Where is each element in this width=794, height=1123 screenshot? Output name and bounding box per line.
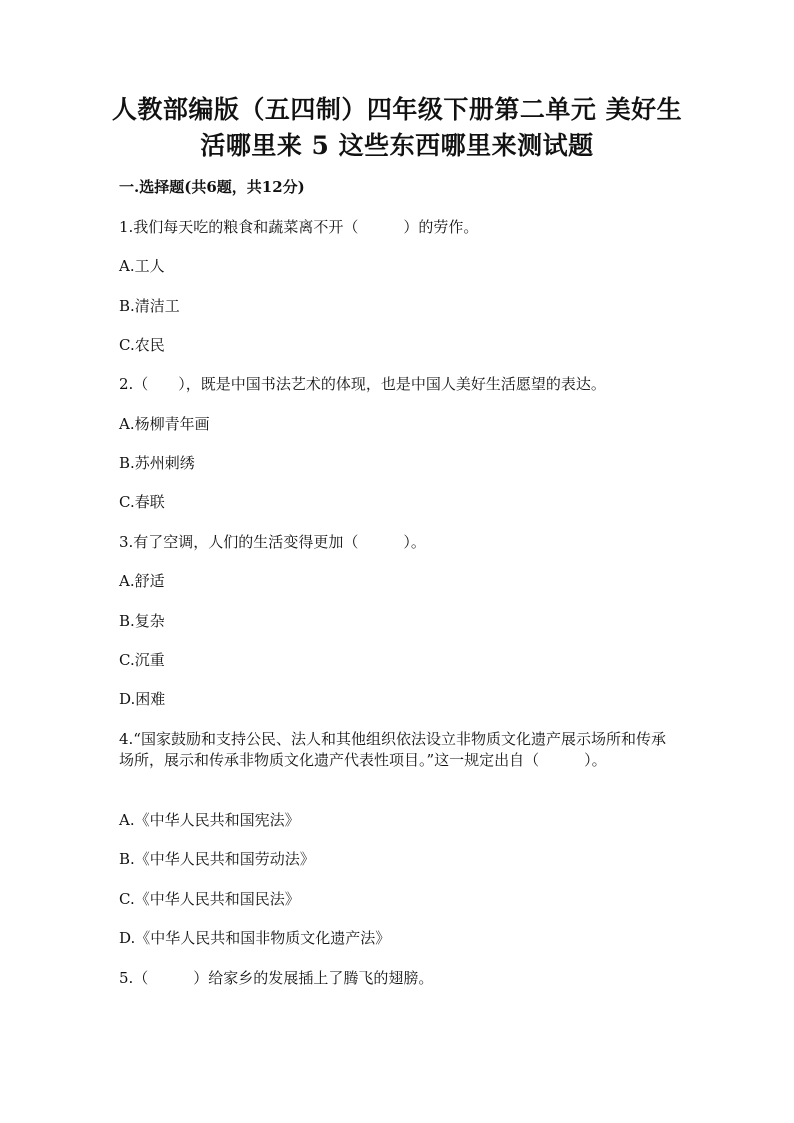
page-title-line-1: 人教部编版（五四制）四年级下册第二单元 美好生	[111, 95, 683, 124]
question-1-option-a: A.工人	[119, 257, 165, 275]
question-4-option-d: D.《中华人民共和国非物质文化遗产法》	[119, 929, 391, 947]
question-3-option-d: D.困难	[119, 690, 166, 708]
question-2-option-b: B.苏州刺绣	[119, 454, 195, 472]
question-3-option-c: C.沉重	[119, 651, 165, 669]
page-title-line-2: 活哪里来 5 这些东西哪里来测试题	[200, 131, 594, 160]
question-4-option-b: B.《中华人民共和国劳动法》	[119, 850, 315, 868]
section-heading: 一.选择题(共6题，共12分)	[119, 178, 305, 196]
question-3-stem: 3.有了空调，人们的生活变得更加（ ）。	[119, 533, 426, 551]
question-1-stem: 1.我们每天吃的粮食和蔬菜离不开（ ）的劳作。	[119, 218, 479, 236]
question-1-option-c: C.农民	[119, 336, 165, 354]
question-3-option-b: B.复杂	[119, 612, 165, 630]
question-2-option-c: C.春联	[119, 493, 165, 511]
question-2-option-a: A.杨柳青年画	[119, 415, 210, 433]
question-3-option-a: A.舒适	[119, 572, 165, 590]
question-4-stem: 4.“国家鼓励和支持公民、法人和其他组织依法设立非物质文化遗产展示场所和传承场所，展示和传承非物质文化遗产代表性项目。”这一规定出自（ ）。	[119, 730, 666, 769]
question-1-option-b: B.清洁工	[119, 297, 180, 315]
question-5-stem: 5.（ ）给家乡的发展插上了腾飞的翅膀。	[119, 969, 434, 987]
question-4-option-a: A.《中华人民共和国宪法》	[119, 811, 300, 829]
question-4-option-c: C.《中华人民共和国民法》	[119, 890, 300, 908]
question-2-stem: 2.（ ），既是中国书法艺术的体现，也是中国人美好生活愿望的表达。	[119, 375, 606, 393]
